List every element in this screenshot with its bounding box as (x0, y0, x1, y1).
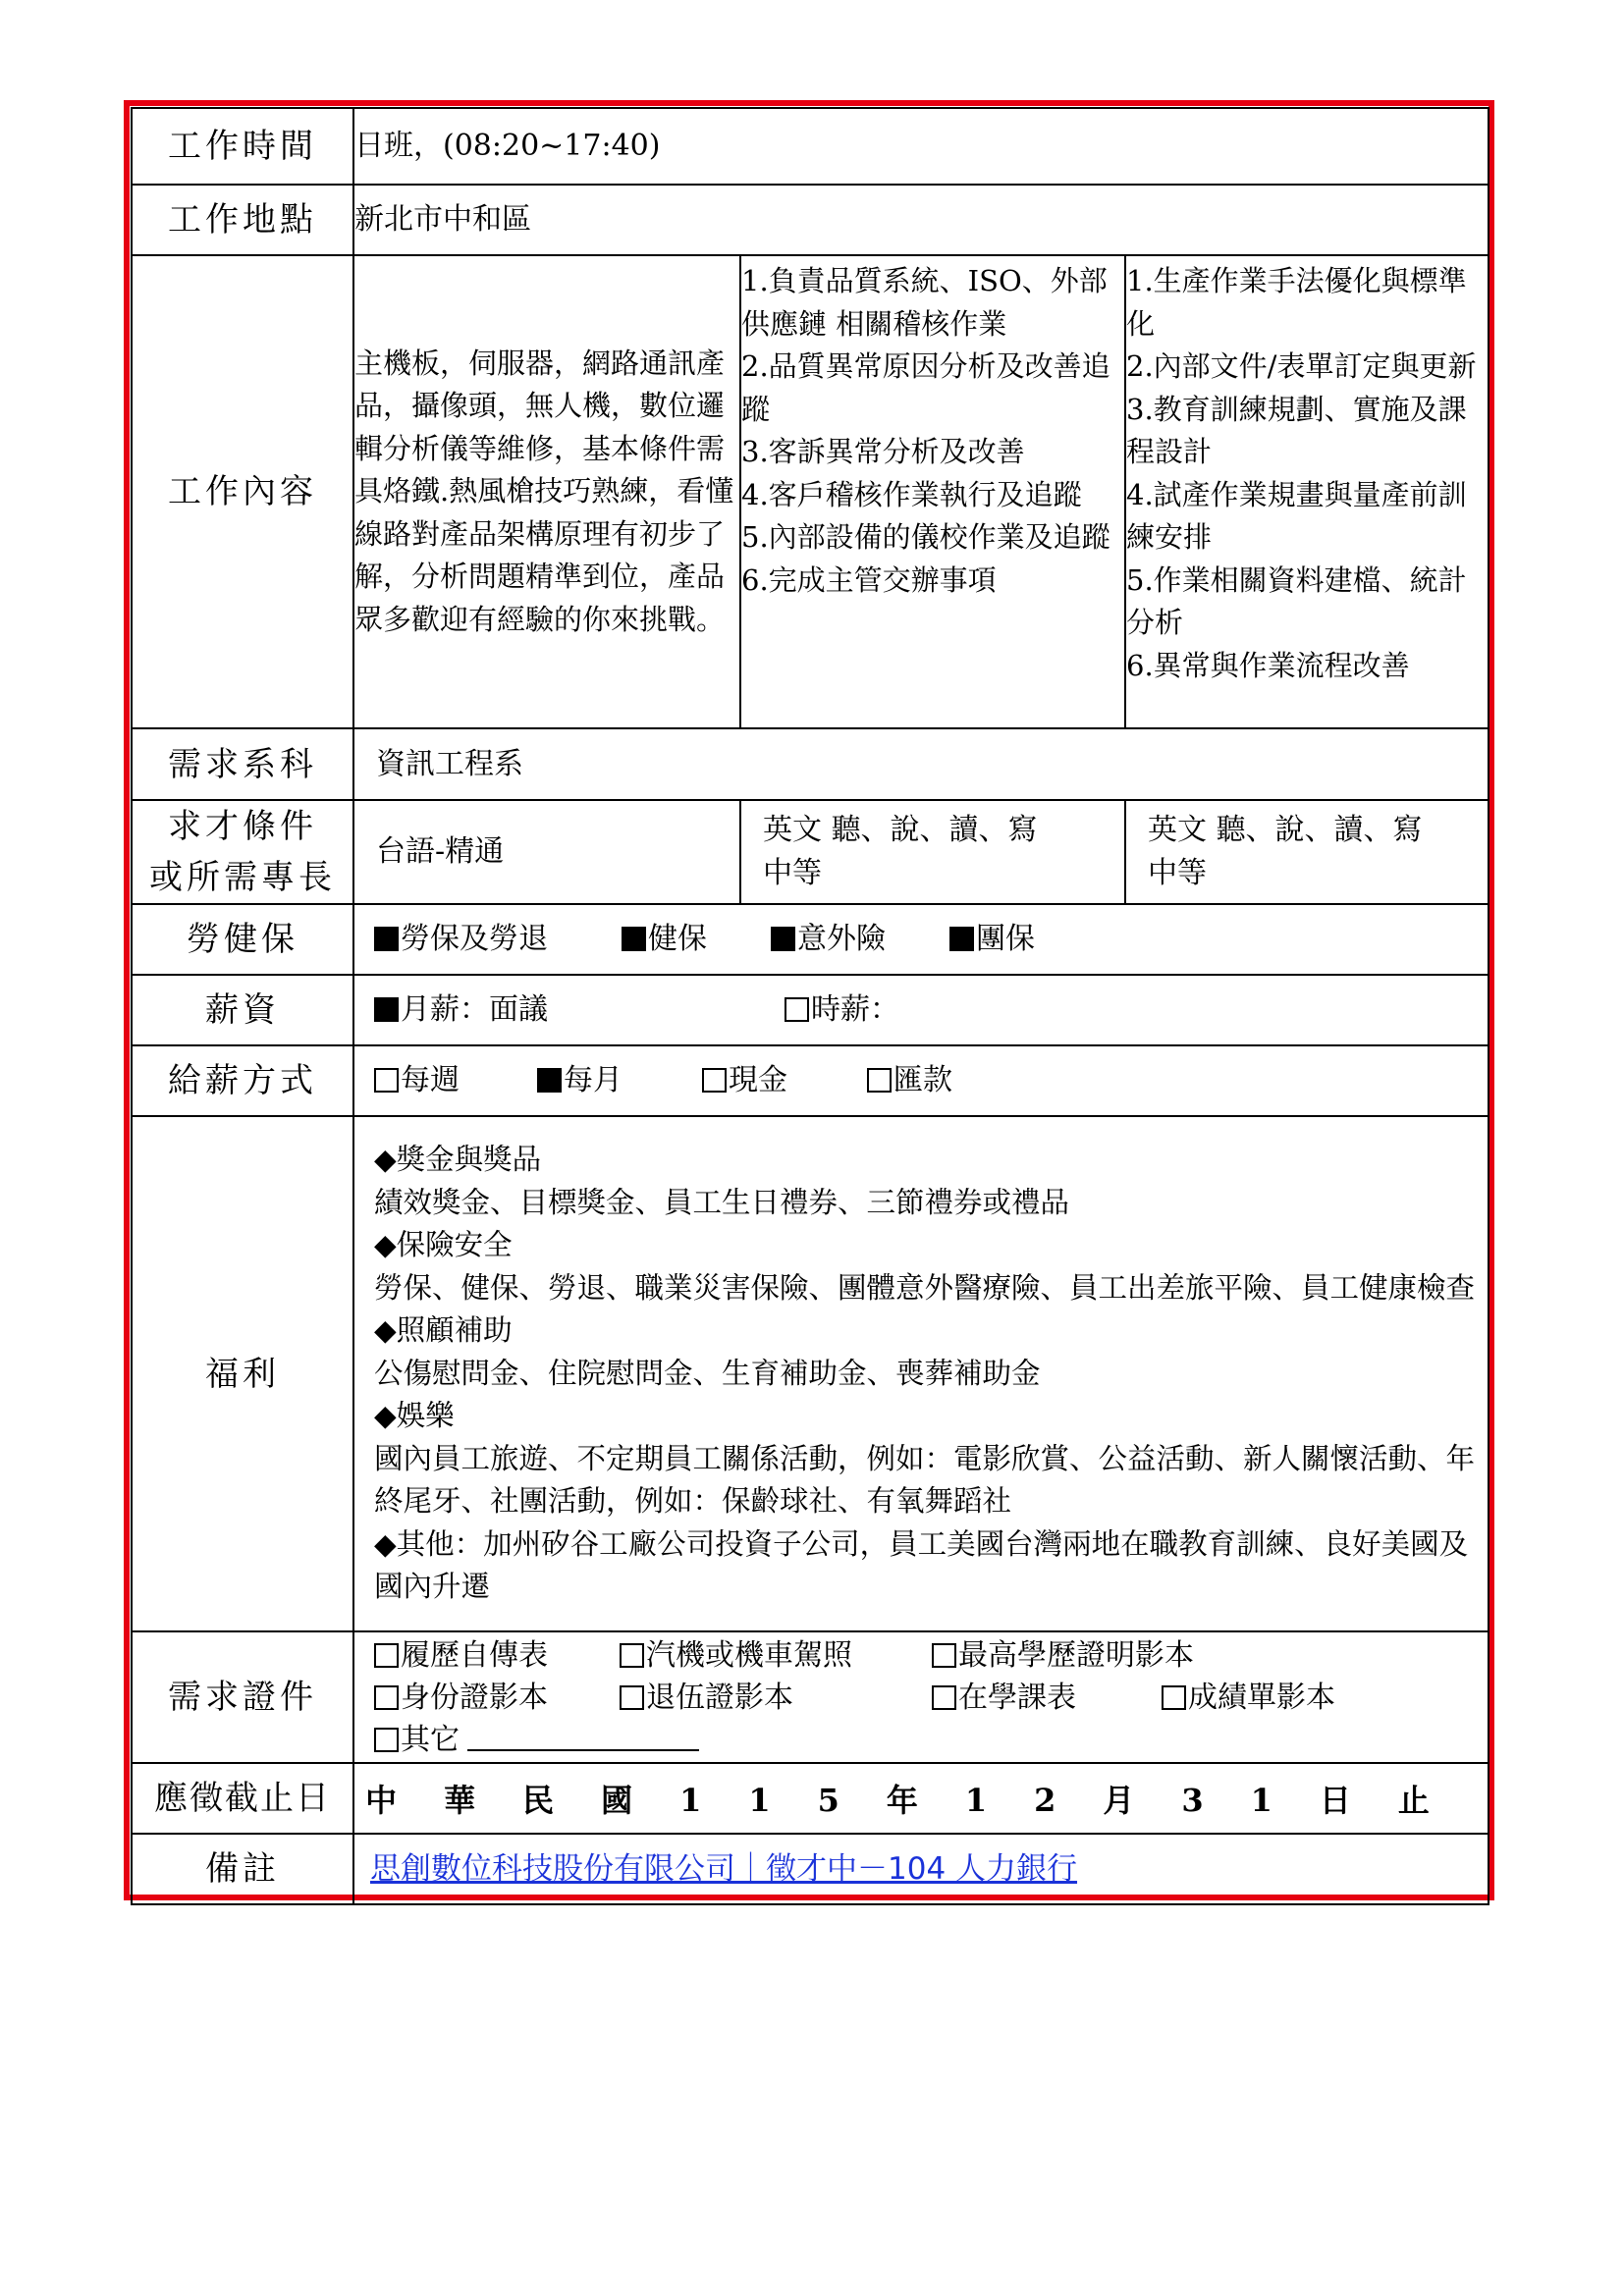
documents-row (374, 1719, 1488, 1761)
benefits-heading: ◆娛樂 (374, 1399, 455, 1433)
other-blank-line[interactable] (467, 1728, 699, 1751)
checkbox[interactable] (374, 1728, 399, 1752)
skills-col2-line1: 英文 聽、說、讀、寫 (763, 813, 1038, 847)
skills-label-line2: 或所需專長 (149, 858, 336, 897)
checkbox-label: 每月 (564, 1063, 623, 1097)
content-col2 (740, 255, 1125, 728)
checkbox-label: 每週 (401, 1063, 460, 1097)
checkbox[interactable] (785, 997, 809, 1022)
row-dept (132, 728, 1489, 800)
checkbox[interactable] (374, 1068, 399, 1093)
benefits-text: 國內員工旅遊、不定期員工關係活動，例如：電影欣賞、公益活動、新人關懷活動、年終尾牙、社團活動，例如：保齡球社、有氧舞蹈社 (374, 1441, 1476, 1519)
row-location (132, 185, 1489, 255)
document-option (620, 1677, 932, 1719)
location-value: 新北市中和區 (353, 185, 1489, 255)
checkbox[interactable] (374, 1643, 399, 1668)
checkbox-label: 履歷自傳表 (401, 1637, 548, 1673)
row-salary (132, 975, 1489, 1045)
benefits-text: 績效獎金、目標獎金、員工生日禮券、三節禮券或禮品 (374, 1185, 1070, 1219)
content-col3-item: 2.內部文件/表單訂定與更新 (1126, 349, 1477, 383)
salary-option (785, 988, 899, 1032)
deadline-value: 中華民國115年12月31日止 (353, 1763, 1489, 1834)
skills-col3 (1125, 800, 1489, 904)
pay-method-option (867, 1059, 952, 1102)
salary-label: 薪資 (132, 975, 353, 1045)
checkbox-label: 汽機或機車駕照 (646, 1637, 852, 1673)
documents-row (374, 1677, 1488, 1719)
pay-method-option (537, 1059, 702, 1102)
checkbox[interactable] (537, 1068, 562, 1093)
row-skills (132, 800, 1489, 904)
benefits-heading: ◆照顧補助 (374, 1313, 513, 1348)
checkbox-label: 在學課表 (958, 1680, 1076, 1715)
content-col2-item: 1.負責品質系統、ISO、外部供應鏈 相關稽核作業 (741, 264, 1108, 341)
insurance-options (353, 904, 1489, 975)
content-col3-item: 1.生產作業手法優化與標準化 (1126, 264, 1467, 341)
row-remarks (132, 1834, 1489, 1904)
checkbox[interactable] (374, 997, 399, 1022)
skills-col3-line2: 中等 (1148, 856, 1207, 890)
documents-row (374, 1634, 1488, 1677)
benefits-text: 公傷慰問金、住院慰問金、生育補助金、喪葬補助金 (374, 1356, 1041, 1390)
content-col2-item: 3.客訴異常分析及改善 (741, 435, 1025, 468)
job-posting-form (131, 107, 1489, 1905)
documents-label: 需求證件 (132, 1631, 353, 1763)
checkbox-label: 退伍證影本 (646, 1680, 793, 1715)
document-option (932, 1634, 1194, 1677)
checkbox-label: 月薪：面議 (401, 992, 548, 1027)
location-label: 工作地點 (132, 185, 353, 255)
content-col2-item: 5.內部設備的儀校作業及追蹤 (741, 520, 1110, 554)
row-content (132, 255, 1489, 728)
documents-options (353, 1631, 1489, 1763)
checkbox[interactable] (1162, 1685, 1186, 1710)
document-option (1162, 1677, 1335, 1719)
checkbox-label: 時薪： (811, 992, 899, 1027)
checkbox[interactable] (620, 1643, 644, 1668)
row-deadline (132, 1763, 1489, 1834)
insurance-option (374, 918, 622, 961)
content-col1 (353, 255, 740, 728)
checkbox[interactable] (374, 1685, 399, 1710)
content-col3 (1125, 255, 1489, 728)
row-benefits (132, 1116, 1489, 1631)
checkbox[interactable] (702, 1068, 727, 1093)
content-col3-item: 4.試產作業規畫與量產前訓練安排 (1126, 477, 1467, 554)
document-option (374, 1677, 620, 1719)
content-col2-item: 6.完成主管交辦事項 (741, 562, 997, 597)
skills-label (132, 800, 353, 904)
content-col1-text: 主機板，伺服器，網路通訊產品，攝像頭，無人機，數位邏輯分析儀等維修，基本條件需具烙鐵.熱風槍技巧熟練，看懂線路對產品架構原理有初步了解，分析問題精準到位，產品眾多歡迎有經驗的你來挑戰。 (354, 346, 734, 636)
row-insurance (132, 904, 1489, 975)
checkbox[interactable] (620, 1685, 644, 1710)
checkbox[interactable] (867, 1068, 892, 1093)
checkbox-label: 身份證影本 (401, 1680, 548, 1715)
hours-label: 工作時間 (132, 108, 353, 185)
row-hours (132, 108, 1489, 185)
row-documents (132, 1631, 1489, 1763)
content-col3-item: 6.異常與作業流程改善 (1126, 648, 1410, 682)
checkbox-label: 最高學歷證明影本 (958, 1637, 1194, 1673)
checkbox[interactable] (932, 1643, 956, 1668)
content-label: 工作內容 (132, 255, 353, 728)
content-col3-item: 3.教育訓練規劃、實施及課程設計 (1126, 392, 1467, 468)
pay-method-option (374, 1059, 537, 1102)
dept-label: 需求系科 (132, 728, 353, 800)
checkbox-label: 健保 (648, 922, 707, 956)
checkbox[interactable] (949, 927, 974, 951)
content-col2-item: 4.客戶稽核作業執行及追蹤 (741, 477, 1082, 511)
hours-value: 日班，(08:20~17:40) (353, 108, 1489, 185)
insurance-option (771, 918, 949, 961)
content-col2-item: 2.品質異常原因分析及改善追蹤 (741, 349, 1110, 426)
remarks-label: 備註 (132, 1834, 353, 1904)
checkbox-label: 其它 (401, 1722, 460, 1757)
company-job-link[interactable]: 思創數位科技股份有限公司｜徵才中－104 人力銀行 (370, 1850, 1078, 1887)
document-option (620, 1634, 932, 1677)
benefits-text: 勞保、健保、勞退、職業災害保險、團體意外醫療險、員工出差旅平險、員工健康檢查 (374, 1270, 1476, 1305)
benefits-content (353, 1116, 1489, 1631)
checkbox-label: 匯款 (893, 1063, 952, 1097)
checkbox[interactable] (374, 927, 399, 951)
skills-col1: 台語-精通 (353, 800, 740, 904)
salary-option (374, 988, 785, 1032)
checkbox-label: 意外險 (797, 922, 886, 956)
benefits-other: ◆其他：加州矽谷工廠公司投資子公司，員工美國台灣兩地在職教育訓練、良好美國及國內升遷 (374, 1526, 1469, 1604)
document-option (932, 1677, 1162, 1719)
skills-col2 (740, 800, 1125, 904)
checkbox-label: 成績單影本 (1188, 1680, 1335, 1715)
content-col3-item: 5.作業相關資料建檔、統計分析 (1126, 562, 1467, 639)
pay-method-option (702, 1059, 867, 1102)
insurance-option (622, 918, 771, 961)
skills-label-line1: 求才條件 (168, 807, 317, 846)
checkbox[interactable] (622, 927, 646, 951)
row-pay-method (132, 1045, 1489, 1116)
pay-method-label: 給薪方式 (132, 1045, 353, 1116)
insurance-label: 勞健保 (132, 904, 353, 975)
document-option (374, 1719, 699, 1761)
checkbox-label: 團保 (976, 922, 1035, 956)
skills-col3-line1: 英文 聽、說、讀、寫 (1148, 813, 1423, 847)
checkbox-label: 現金 (729, 1063, 787, 1097)
benefits-heading: ◆保險安全 (374, 1228, 513, 1262)
skills-col2-line2: 中等 (763, 856, 822, 890)
benefits-heading: ◆獎金與獎品 (374, 1143, 542, 1177)
remarks-value (353, 1834, 1489, 1904)
checkbox[interactable] (771, 927, 795, 951)
checkbox[interactable] (932, 1685, 956, 1710)
insurance-option (949, 918, 1035, 961)
dept-value: 資訊工程系 (353, 728, 1489, 800)
benefits-label: 福利 (132, 1116, 353, 1631)
deadline-label: 應徵截止日 (132, 1763, 353, 1834)
document-option (374, 1634, 620, 1677)
salary-options (353, 975, 1489, 1045)
checkbox-label: 勞保及勞退 (401, 922, 548, 956)
pay-method-options (353, 1045, 1489, 1116)
